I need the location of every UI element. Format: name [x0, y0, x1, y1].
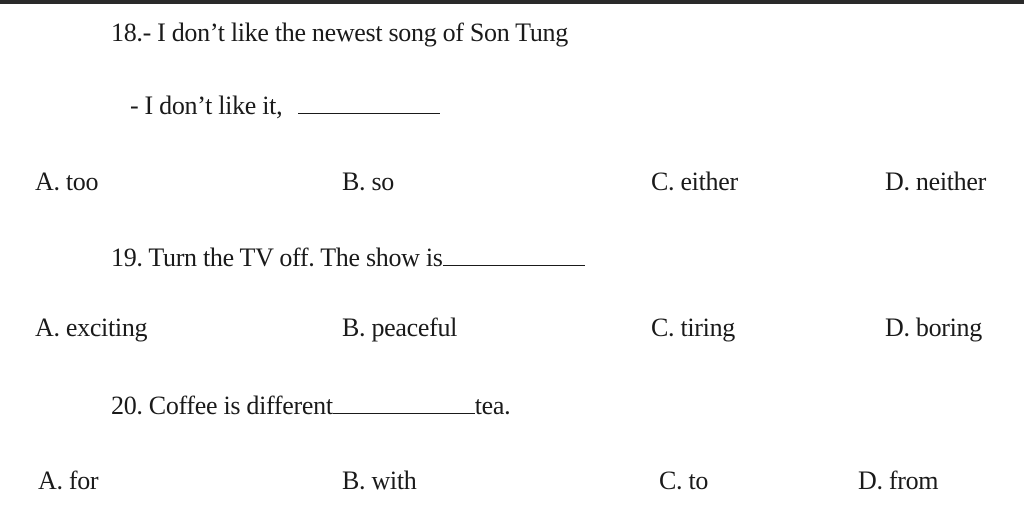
q20-option-a: A. for — [38, 466, 99, 495]
q20-option-b: B. with — [342, 466, 417, 495]
q19-option-b: B. peaceful — [342, 313, 458, 342]
answer-blank-20 — [333, 391, 475, 414]
q18-option-c: C. either — [651, 167, 738, 196]
question-18-response — [130, 91, 440, 121]
question-19-text: 19. Turn the TV off. The show is — [111, 243, 443, 272]
question-18-text: 18.- I don’t like the newest song of Son Tung — [111, 18, 568, 47]
question-19 — [111, 243, 585, 273]
question-18-response-text: - I don’t like it, — [130, 91, 283, 120]
q18-option-d: D. neither — [885, 167, 986, 196]
top-border — [0, 0, 1024, 4]
question-20-text: 20. Coffee is different — [111, 391, 333, 420]
q20-option-c: C. to — [659, 466, 709, 495]
q19-option-a: A. exciting — [35, 313, 148, 342]
answer-blank-19 — [443, 243, 585, 266]
answer-blank-18 — [298, 91, 440, 114]
question-20 — [111, 391, 510, 421]
q18-option-b: B. so — [342, 167, 394, 196]
q19-option-d: D. boring — [885, 313, 982, 342]
q18-option-a: A. too — [35, 167, 99, 196]
q19-option-c: C. tiring — [651, 313, 735, 342]
question-20-text-end: tea. — [474, 391, 511, 420]
q20-option-d: D. from — [858, 466, 939, 495]
